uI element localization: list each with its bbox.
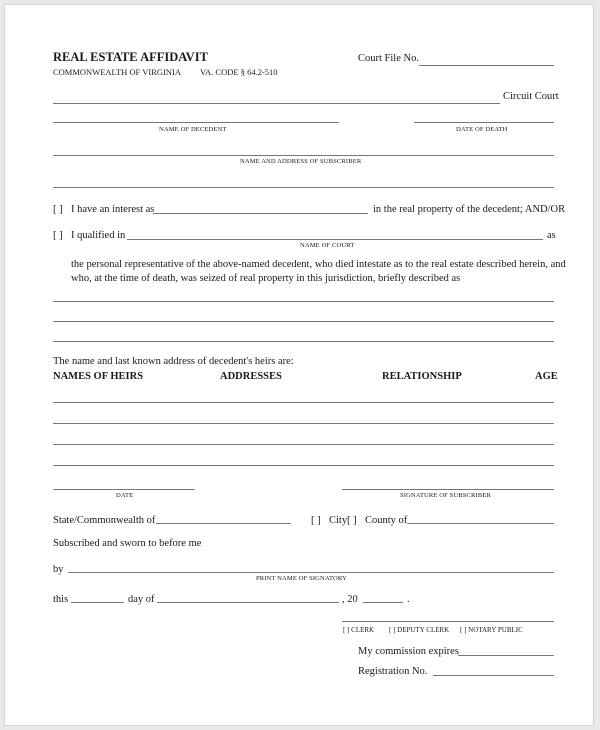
heirs-header-age: AGE bbox=[535, 371, 558, 382]
name-of-court-caption: NAME OF COURT bbox=[300, 242, 355, 249]
by-label: by bbox=[53, 564, 64, 575]
paragraph-line-1: the personal representative of the above-named decedent, who died intestate as to the real estate described herein, and bbox=[71, 259, 566, 270]
interest-checkbox[interactable]: [ ] bbox=[53, 204, 63, 215]
print-name-caption: PRINT NAME OF SIGNATORY bbox=[256, 575, 347, 582]
date-line[interactable] bbox=[53, 489, 195, 490]
county-line[interactable] bbox=[407, 523, 554, 524]
subscriber-caption: NAME AND ADDRESS OF SUBSCRIBER bbox=[240, 158, 362, 165]
description-line[interactable] bbox=[53, 321, 554, 322]
date-of-death-caption: DATE OF DEATH bbox=[456, 126, 508, 133]
qualified-checkbox[interactable]: [ ] bbox=[53, 230, 63, 241]
city-checkbox[interactable]: [ ] bbox=[311, 515, 321, 526]
date-caption: DATE bbox=[116, 492, 134, 499]
registration-line[interactable] bbox=[433, 675, 554, 676]
day-of-label: day of bbox=[128, 594, 155, 605]
description-line[interactable] bbox=[53, 301, 554, 302]
heirs-line[interactable] bbox=[53, 423, 554, 424]
qualified-suffix: as bbox=[547, 230, 556, 241]
subscriber-line-2[interactable] bbox=[53, 187, 554, 188]
heirs-header-addresses: ADDRESSES bbox=[220, 371, 282, 382]
city-label: City bbox=[329, 515, 348, 526]
interest-label: I have an interest as bbox=[71, 204, 155, 215]
deputy-clerk-label: DEPUTY CLERK bbox=[397, 626, 450, 634]
paragraph-line-2: who, at the time of death, was seized of real property in this jurisdiction, briefly described as bbox=[71, 273, 461, 284]
affidavit-page bbox=[4, 4, 594, 726]
statute-code: VA. CODE § 64.2-510 bbox=[200, 67, 278, 77]
signature-line[interactable] bbox=[342, 489, 554, 490]
clerk-label: CLERK bbox=[351, 626, 375, 634]
interest-suffix: in the real property of the decedent; AND/OR bbox=[373, 204, 566, 215]
heirs-line[interactable] bbox=[53, 465, 554, 466]
notary-label: NOTARY PUBLIC bbox=[468, 626, 523, 634]
day-line[interactable] bbox=[71, 602, 124, 603]
heirs-intro: The name and last known address of decedent's heirs are: bbox=[53, 356, 294, 367]
name-of-decedent-caption: NAME OF DECEDENT bbox=[159, 126, 227, 133]
clerk-checkbox[interactable]: [ ] bbox=[343, 626, 350, 634]
circuit-court-label: Circuit Court bbox=[503, 91, 559, 102]
state-label: State/Commonwealth of bbox=[53, 515, 156, 526]
heirs-line[interactable] bbox=[53, 402, 554, 403]
court-file-label: Court File No. bbox=[358, 53, 419, 64]
heirs-header-names: NAMES OF HEIRS bbox=[53, 371, 144, 382]
signatory-line[interactable] bbox=[68, 572, 554, 573]
court-file-line[interactable] bbox=[419, 65, 554, 66]
county-label: County of bbox=[365, 515, 408, 526]
deputy-clerk-option[interactable] bbox=[389, 626, 449, 634]
subscriber-line[interactable] bbox=[53, 155, 554, 156]
signature-caption: SIGNATURE OF SUBSCRIBER bbox=[400, 492, 491, 499]
subscribed-text: Subscribed and sworn to before me bbox=[53, 538, 202, 549]
period: . bbox=[407, 594, 410, 605]
year-prefix: , 20 bbox=[342, 594, 358, 605]
registration-label: Registration No. bbox=[358, 666, 428, 677]
description-line[interactable] bbox=[53, 341, 554, 342]
year-line[interactable] bbox=[363, 602, 403, 603]
state-line[interactable] bbox=[156, 523, 291, 524]
commission-label: My commission expires bbox=[358, 646, 459, 657]
circuit-court-line[interactable] bbox=[53, 103, 500, 104]
county-checkbox[interactable]: [ ] bbox=[347, 515, 357, 526]
heirs-header-relationship: RELATIONSHIP bbox=[382, 371, 462, 382]
this-label: this bbox=[53, 594, 69, 605]
notary-option[interactable] bbox=[460, 626, 523, 634]
commission-line[interactable] bbox=[458, 655, 554, 656]
deputy-clerk-checkbox[interactable]: [ ] bbox=[389, 626, 396, 634]
interest-line[interactable] bbox=[153, 213, 368, 214]
form-title: REAL ESTATE AFFIDAVIT bbox=[53, 50, 208, 64]
qualified-label: I qualified in bbox=[71, 230, 126, 241]
notary-checkbox[interactable]: [ ] bbox=[460, 626, 467, 634]
decedent-name-line[interactable] bbox=[53, 122, 339, 123]
court-name-line[interactable] bbox=[127, 239, 543, 240]
heirs-line[interactable] bbox=[53, 444, 554, 445]
month-line[interactable] bbox=[157, 602, 339, 603]
clerk-option[interactable] bbox=[343, 626, 374, 634]
date-of-death-line[interactable] bbox=[414, 122, 554, 123]
form-subtitle: COMMONWEALTH OF VIRGINIA bbox=[53, 67, 181, 77]
official-signature-line[interactable] bbox=[342, 621, 554, 622]
